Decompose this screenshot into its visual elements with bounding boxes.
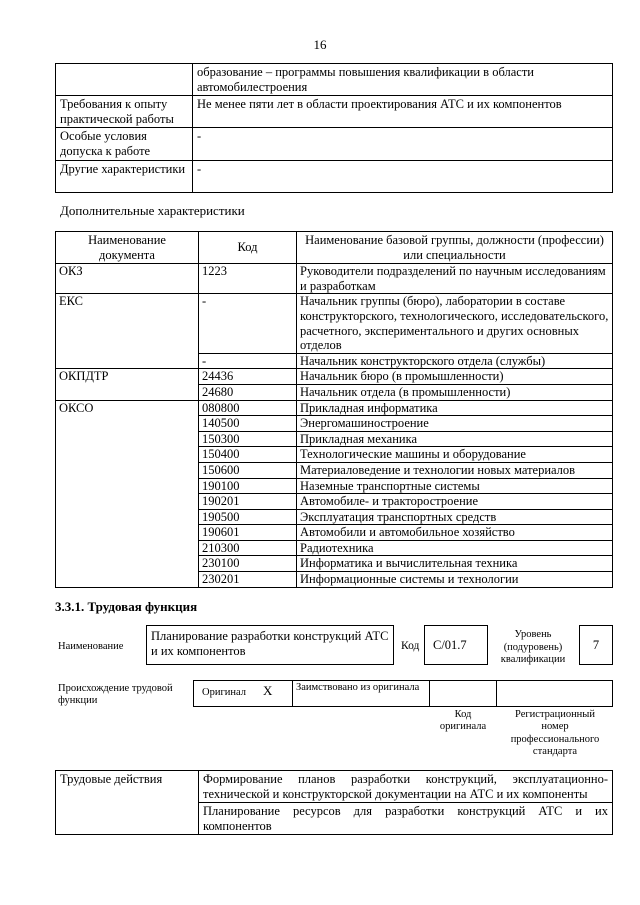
code-cell: 190100 (199, 478, 297, 494)
table-row (56, 400, 613, 416)
code-cell: 230100 (199, 556, 297, 572)
function-name-field: Планирование разработки конструкций АТС и их компонентов (146, 625, 394, 665)
row-label (56, 64, 193, 96)
function-code-field: С/01.7 (424, 625, 488, 665)
level-value-field: 7 (579, 625, 613, 665)
column-header: Наименование базовой группы, должности (профессии) или специальности (297, 232, 613, 264)
code-cell: 190201 (199, 494, 297, 510)
specialty-name-cell: Автомобиле- и тракторостроение (297, 494, 613, 510)
additional-title: Дополнительные характеристики (60, 203, 245, 218)
labor-actions-table (55, 770, 613, 835)
code-cell: - (199, 294, 297, 353)
code-cell: 230201 (199, 572, 297, 588)
code-cell: 1223 (199, 264, 297, 294)
origin-label: Происхождение трудовой функции (58, 683, 173, 706)
page-number: 16 (313, 37, 327, 52)
original-mark: X (263, 683, 273, 698)
code-cell: 150600 (199, 462, 297, 478)
code-cell: 210300 (199, 540, 297, 556)
specialty-name-cell: Начальник конструкторского отдела (службы) (297, 353, 613, 369)
specialty-name-cell: Материаловедение и технологии новых материалов (297, 462, 613, 478)
specialty-name-cell: Энергомашиностроение (297, 416, 613, 432)
reg-number-caption: Регистрационный номер профессионального стандарта (510, 709, 600, 757)
labor-action-item: Формирование планов разработки конструкций, эксплуатационно-технической и конструкторской документации на АТС и их компоненты (199, 771, 613, 803)
code-cell: 150300 (199, 431, 297, 447)
table-row (56, 160, 613, 192)
code-label: Код (401, 640, 420, 652)
divider (429, 680, 430, 707)
code-original-caption: Код оригинала (439, 709, 487, 732)
table-row (56, 128, 613, 160)
row-value: Не менее пяти лет в области проектирования АТС и их компонентов (193, 96, 613, 128)
specialty-name-cell: Информатика и вычислительная техника (297, 556, 613, 572)
specialty-name-cell: Начальник бюро (в промышленности) (297, 369, 613, 385)
table-row (56, 64, 613, 96)
borrowed-label: Заимствовано из оригинала (296, 682, 420, 693)
column-header: Код (199, 232, 297, 264)
row-label: Требования к опыту практической работы (56, 96, 193, 128)
table-row (56, 96, 613, 128)
table-row (56, 771, 613, 803)
specialty-name-cell: Информационные системы и технологии (297, 572, 613, 588)
code-cell: 080800 (199, 400, 297, 416)
table-row (56, 264, 613, 294)
document-cell: ОКСО (56, 400, 199, 587)
specialty-name-cell: Автомобили и автомобильное хозяйство (297, 525, 613, 541)
specialty-name-cell: Эксплуатация транспортных средств (297, 509, 613, 525)
row-value: - (193, 160, 613, 192)
specialty-name-cell: Начальник группы (бюро), лаборатории в составе конструкторского, технологического, исследовательского, расчетного, экспериментального и других основных отделов (297, 294, 613, 353)
specialty-name-cell: Руководители подразделений по научным исследованиям и разработкам (297, 264, 613, 294)
qualification-table (55, 63, 613, 193)
labor-actions-label: Трудовые действия (56, 771, 199, 835)
row-value: - (193, 128, 613, 160)
code-cell: - (199, 353, 297, 369)
name-label: Наименование (58, 641, 124, 652)
labor-action-item: Планирование ресурсов для разработки конструкций АТС и их компонентов (199, 803, 613, 835)
row-value: образование – программы повышения квалификации в области автомобилестроения (193, 64, 613, 96)
function-heading: 3.3.1. Трудовая функция (55, 599, 198, 614)
row-label: Другие характеристики (56, 160, 193, 192)
column-header: Наименование документа (56, 232, 199, 264)
code-cell: 150400 (199, 447, 297, 463)
divider (496, 680, 497, 707)
document-cell: ЕКС (56, 294, 199, 369)
specialty-name-cell: Прикладная информатика (297, 400, 613, 416)
code-cell: 24680 (199, 384, 297, 400)
divider (292, 680, 293, 707)
additional-characteristics-table (55, 231, 613, 588)
table-row (56, 294, 613, 353)
specialty-name-cell: Технологические машины и оборудование (297, 447, 613, 463)
specialty-name-cell: Начальник отдела (в промышленности) (297, 384, 613, 400)
specialty-name-cell: Прикладная механика (297, 431, 613, 447)
level-label: Уровень (подуровень) квалификации (500, 629, 566, 665)
code-cell: 190500 (199, 509, 297, 525)
document-cell: ОКПДТР (56, 369, 199, 400)
code-cell: 24436 (199, 369, 297, 385)
specialty-name-cell: Радиотехника (297, 540, 613, 556)
table-header-row (56, 232, 613, 264)
table-row (56, 369, 613, 385)
specialty-name-cell: Наземные транспортные системы (297, 478, 613, 494)
original-label: Оригинал (202, 687, 246, 698)
row-label: Особые условия допуска к работе (56, 128, 193, 160)
document-cell: ОКЗ (56, 264, 199, 294)
code-cell: 140500 (199, 416, 297, 432)
code-cell: 190601 (199, 525, 297, 541)
